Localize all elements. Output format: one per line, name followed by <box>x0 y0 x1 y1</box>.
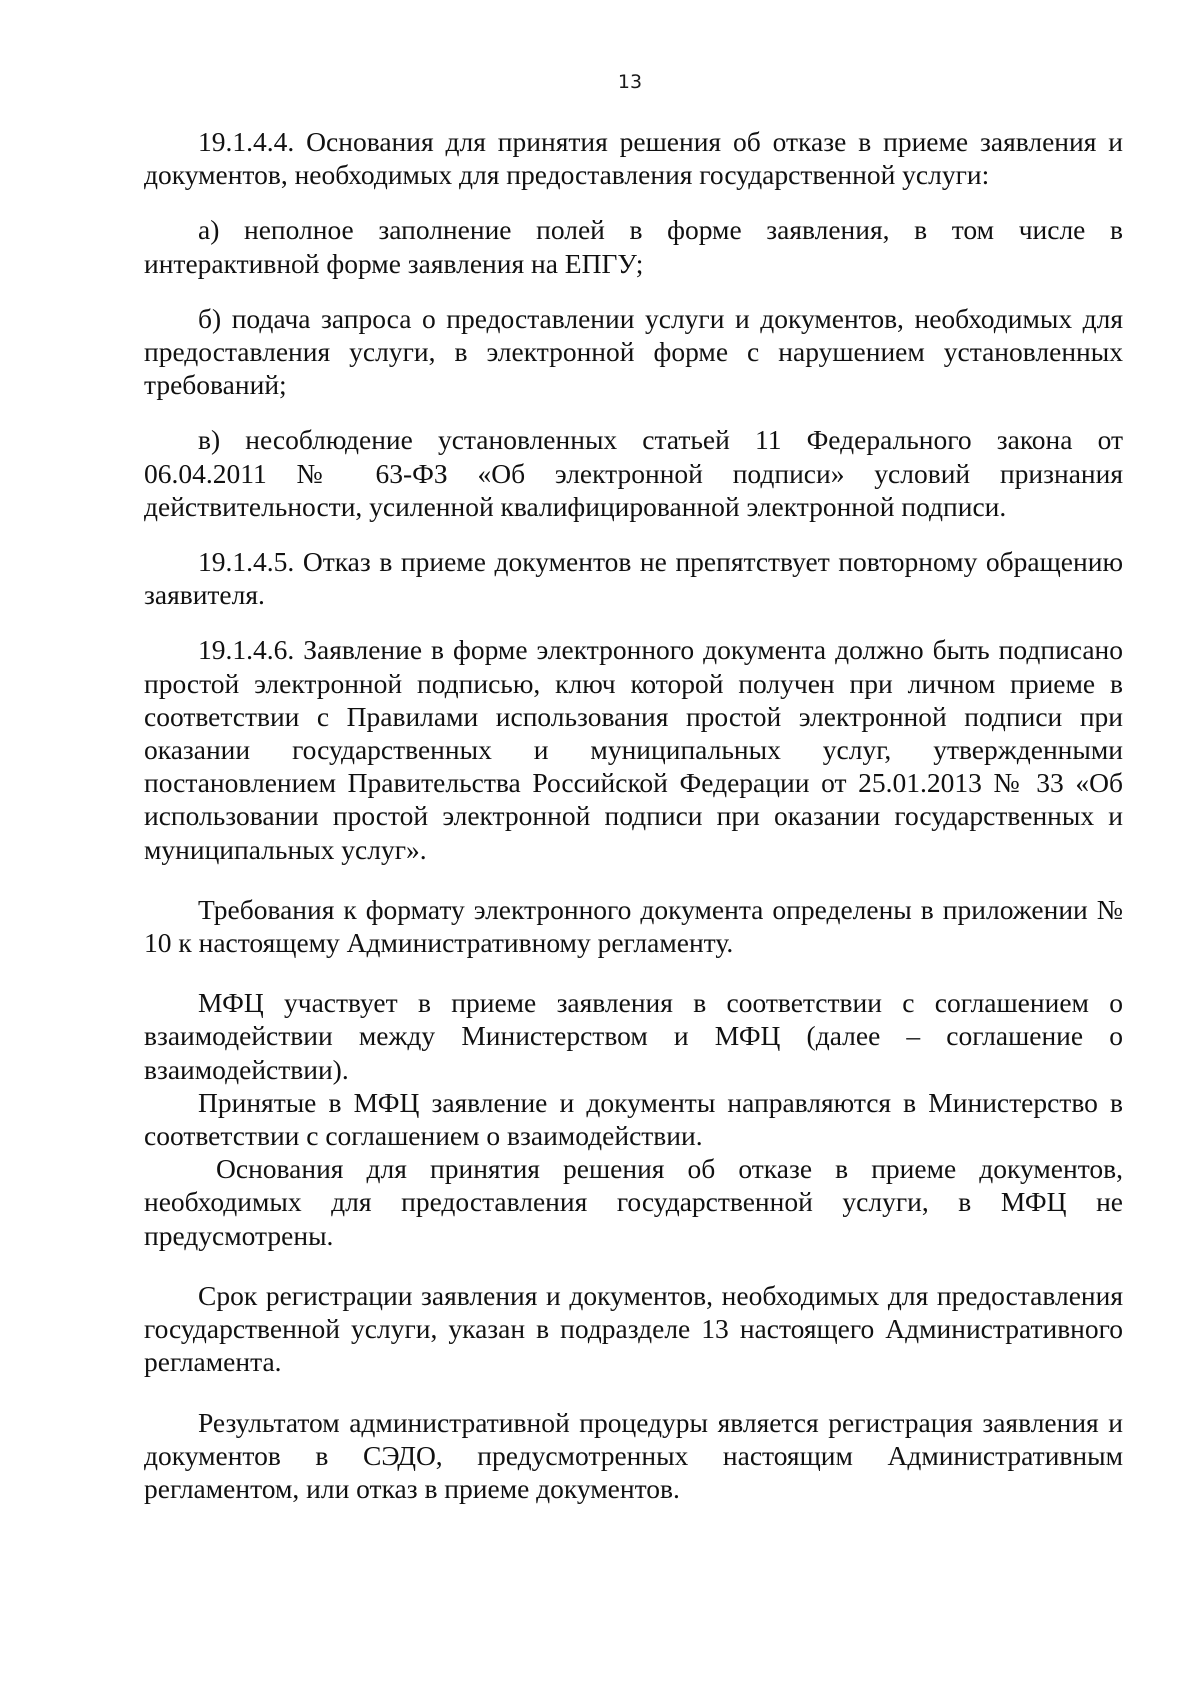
paragraph-19-1-4-5: 19.1.4.5. Отказ в приеме документов не препятствует повторному обращению заявителя. <box>144 546 1123 611</box>
paragraph-format-requirements: Требования к формату электронного документа определены в приложении № 10 к настоящему Административному регламенту. <box>144 893 1123 959</box>
paragraph-mfc-participation: МФЦ участвует в приеме заявления в соответствии с соглашением о взаимодействии между Министерством и МФЦ (далее – соглашение о взаимодействии). <box>144 987 1123 1085</box>
paragraph-item-a: а) неполное заполнение полей в форме заявления, в том числе в интерактивной форме заявления на ЕПГУ; <box>144 214 1123 279</box>
paragraph-19-1-4-4: 19.1.4.4. Основания для принятия решения об отказе в приеме заявления и документов, необходимых для предоставления государственной услуги: <box>144 126 1123 191</box>
paragraph-item-b: б) подача запроса о предоставлении услуги и документов, необходимых для предоставления услуги, в электронной форме с нарушением установленных требований; <box>144 302 1123 401</box>
page-number: 13 <box>617 71 643 93</box>
paragraph-19-1-4-6: 19.1.4.6. Заявление в форме электронного документа должно быть подписано простой электронной подписью, ключ которой получен при личном приеме в соответствии с Правилами использования простой электронной подписи при оказании государственных и муниципальных услуг, утвержденными постановлением Правительства Российской Федерации от 25.01.2013 № 33 «Об использовании простой электронной подписи при оказании государственных и муниципальных услуг». <box>144 634 1123 865</box>
paragraph-registration-term: Срок регистрации заявления и документов, необходимых для предоставления государственной услуги, указан в подразделе 13 настоящего Административного регламента. <box>144 1279 1123 1378</box>
document-body <box>144 125 1123 1505</box>
paragraph-procedure-result: Результатом административной процедуры является регистрация заявления и документов в СЭДО, предусмотренных настоящим Административным регламентом, или отказ в приеме документов. <box>144 1406 1123 1504</box>
paragraph-mfc-forwarding: Принятые в МФЦ заявление и документы направляются в Министерство в соответствии с соглашением о взаимодействии. <box>144 1086 1123 1152</box>
paragraph-item-v: в) несоблюдение установленных статьей 11 Федерального закона от 06.04.2011 № 63-ФЗ «Об электронной подписи» условий признания действительности, усиленной квалифицированной электронной подписи. <box>144 424 1123 522</box>
paragraph-mfc-no-refusal: Основания для принятия решения об отказе в приеме документов, необходимых для предоставления государственной услуги, в МФЦ не предусмотрены. <box>144 1153 1123 1251</box>
